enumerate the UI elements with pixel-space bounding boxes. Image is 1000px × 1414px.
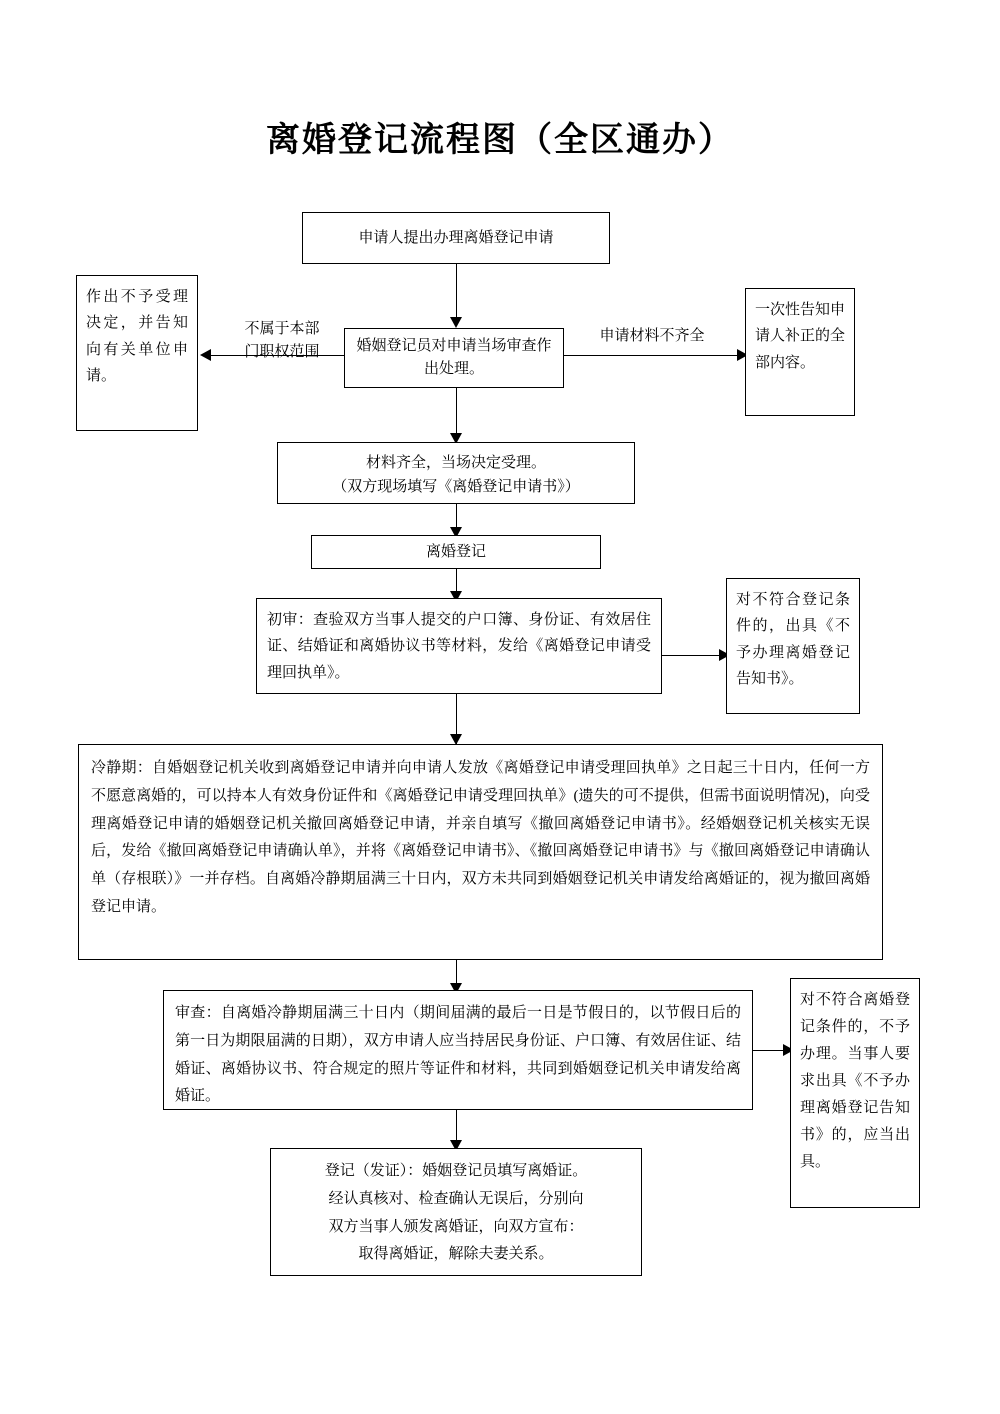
node-accept-line2: （双方现场填写《离婚登记申请书》） [332, 479, 580, 495]
node-cooling-period [78, 744, 883, 960]
node-issue-line4: 取得离婚证，解除夫妻关系。 [358, 1246, 554, 1263]
edge-examine-to-notqualified-divorce [753, 1050, 786, 1051]
node-issue [270, 1148, 642, 1276]
node-accept [277, 442, 635, 504]
edge-label-not-in-scope-line2: 门职权范围 [244, 344, 320, 361]
node-not-qualified-notice [726, 578, 860, 714]
edge-review-to-notaccept-arrow [200, 349, 211, 361]
node-divorce-register [311, 535, 601, 569]
node-not-accept [76, 275, 198, 431]
node-not-qualified-divorce [790, 978, 920, 1208]
edge-label-not-in-scope [222, 318, 342, 365]
edge-apply-to-review-arrow [450, 317, 462, 328]
node-one-time-notice-label: 一次性告知申请人补正的全部内容。 [755, 302, 846, 371]
node-not-qualified-notice-label: 对不符合登记条件的，出具《不予办理离婚登记告知书》。 [736, 592, 850, 687]
node-review-onsite-label: 婚姻登记员对申请当场审查作出处理。 [356, 337, 552, 377]
edge-label-not-in-scope-line1: 不属于本部 [244, 321, 320, 337]
node-review-onsite [344, 328, 564, 388]
node-examine-label: 审查：自离婚冷静期届满三十日内（期间届满的最后一日是节假日的，以节假日后的第一日为期限届满的日期），双方申请人应当持居民身份证、户口簿、有效居住证、结婚证、离婚协议书、符合规定的照片等证件和材料，共同到婚姻登记机关申请发给离婚证。 [175, 1005, 741, 1105]
node-one-time-notice [745, 288, 855, 416]
node-accept-line1: 材料齐全，当场决定受理。 [365, 455, 546, 471]
node-cooling-period-label: 冷静期：自婚姻登记机关收到离婚登记申请并向申请人发放《离婚登记申请受理回执单》之日起三十日内，任何一方不愿意离婚的，可以持本人有效身份证件和《离婚登记申请受理回执单》(遗失的可不提供，但需书面说明情况)，向受理离婚登记申请的婚姻登记机关撤回离婚登记申请，并亲自填写《撤回离婚登记申请书》。经婚姻登记机关核实无误后，发给《撤回离婚登记申请确认单》，并将《离婚登记申请书》、《撤回离婚登记申请书》与《撤回离婚登记申请确认单（存根联）》一并存档。自离婚冷静期届满三十日内，双方未共同到婚姻登记机关申请发给离婚证的，视为撤回离婚登记申请。 [91, 760, 870, 915]
node-not-qualified-divorce-label: 对不符合离婚登记条件的，不予办理。当事人要求出具《不予办理离婚登记告知书》的，应当出具。 [800, 992, 910, 1170]
node-first-review [256, 598, 662, 694]
node-not-accept-label: 作出不予受理决定，并告知向有关单位申请。 [86, 289, 188, 384]
page-title: 离婚登记流程图（全区通办） [266, 122, 734, 159]
node-divorce-register-label: 离婚登记 [425, 544, 486, 560]
node-issue-line2: 经认真核对、检查确认无误后，分别向 [328, 1190, 584, 1207]
node-issue-line3: 双方当事人颁发离婚证，向双方宣布： [328, 1218, 584, 1235]
edge-firstreview-to-notqualified [662, 655, 722, 656]
node-first-review-label: 初审：查验双方当事人提交的户口簿、身份证、有效居住证、结婚证和离婚协议书等材料，发给《离婚登记申请受理回执单》。 [267, 612, 651, 681]
edge-review-to-notice [564, 355, 739, 356]
node-apply [302, 212, 610, 264]
edge-label-materials-incomplete [572, 325, 732, 348]
edge-apply-to-review [456, 264, 457, 320]
node-examine [163, 990, 753, 1110]
node-apply-label: 申请人提出办理离婚登记申请 [358, 230, 554, 246]
edge-label-materials-incomplete-text: 申请材料不齐全 [599, 328, 705, 344]
node-issue-line1: 登记（发证）：婚姻登记员填写离婚证。 [324, 1163, 588, 1179]
